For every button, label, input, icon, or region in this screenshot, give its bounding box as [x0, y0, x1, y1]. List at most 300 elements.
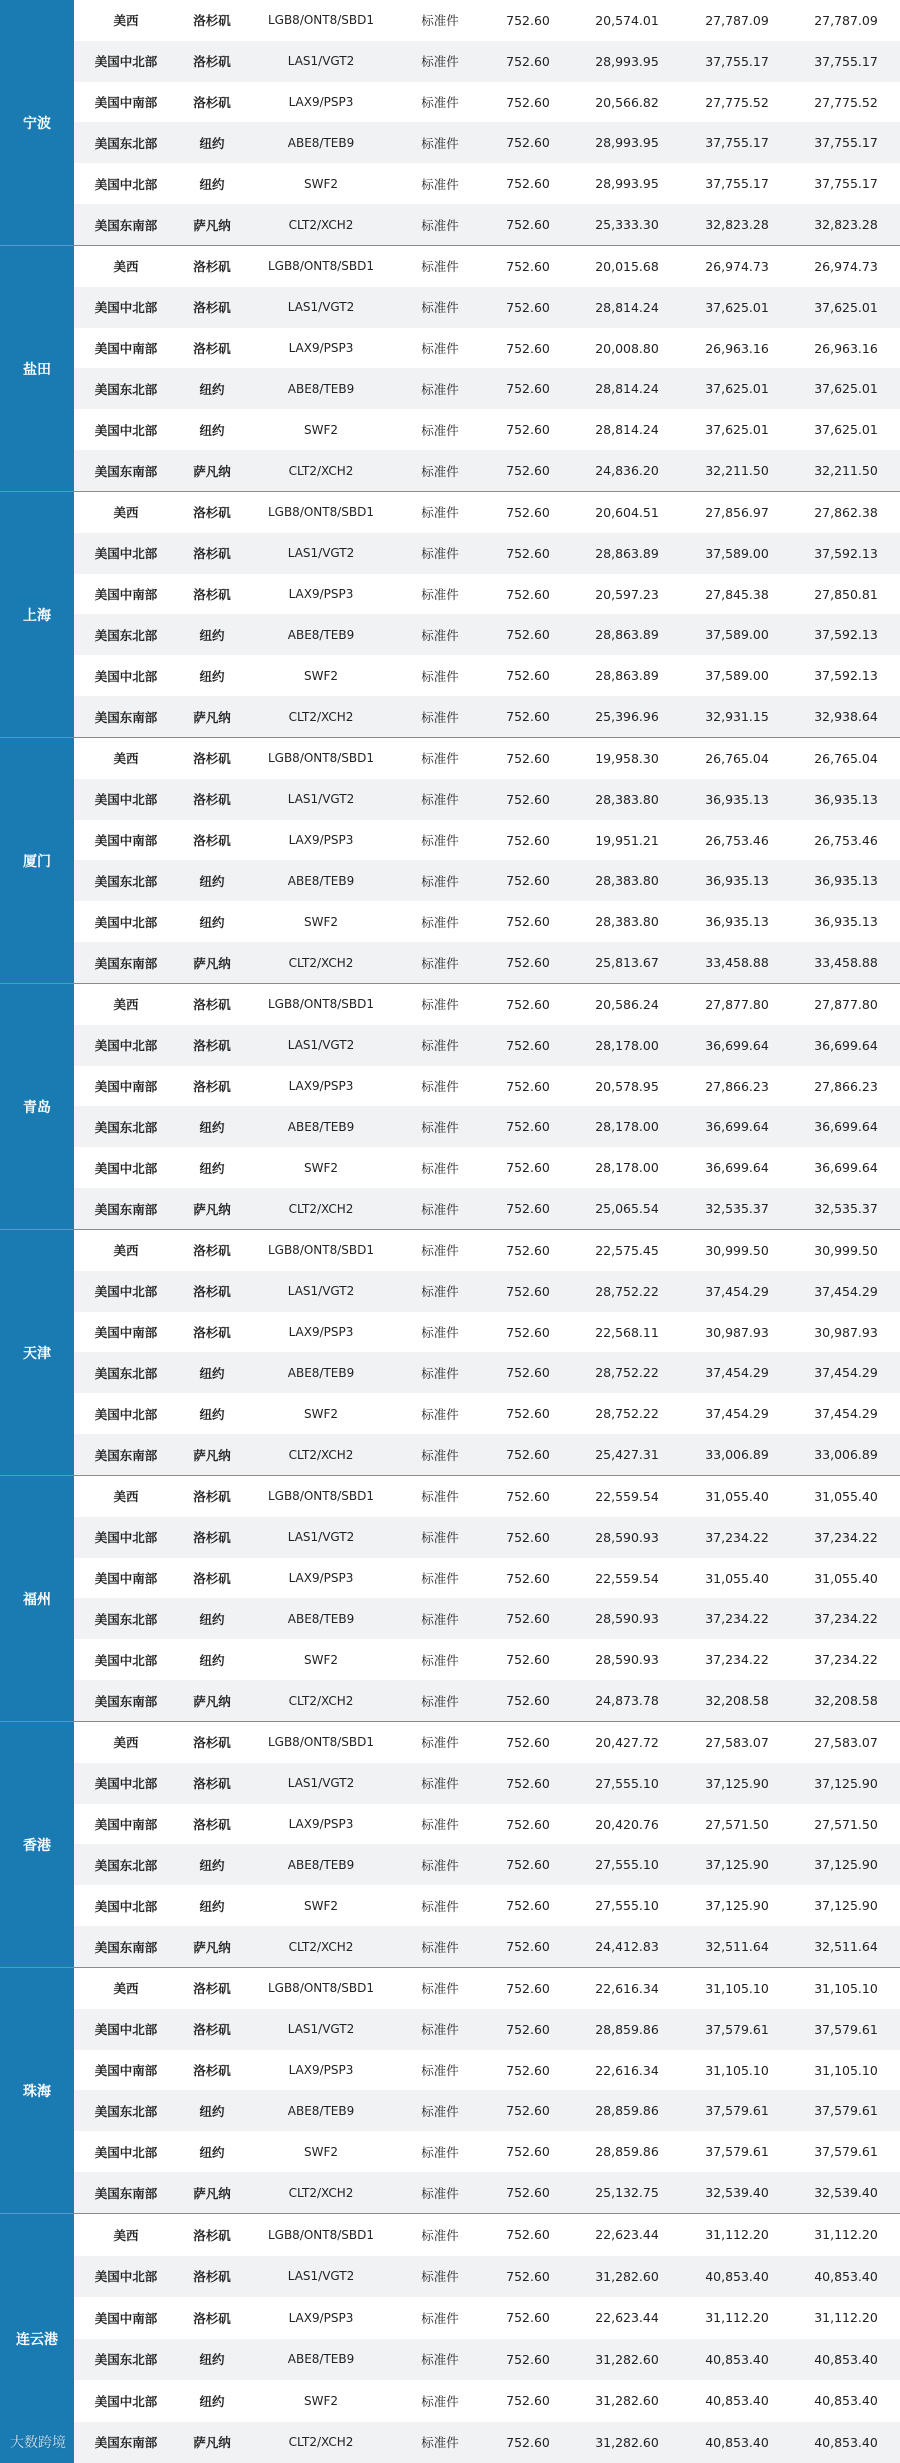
- region-cell: 美国中北部: [94, 1406, 158, 1422]
- package-type-cell: 标准件: [421, 2227, 459, 2243]
- package-type-cell: 标准件: [421, 2144, 459, 2160]
- region-cell: 美国中北部: [94, 2269, 158, 2285]
- package-type-cell: 标准件: [421, 1489, 459, 1505]
- table-row: [74, 1025, 900, 1066]
- fee-cell: 752.60: [506, 176, 550, 192]
- package-type-cell: 标准件: [421, 751, 459, 767]
- region-cell: 美国中南部: [94, 1079, 158, 1095]
- price-a-cell: 20,008.80: [595, 340, 659, 356]
- price-a-cell: 28,752.22: [595, 1283, 659, 1299]
- price-a-cell: 28,814.24: [595, 299, 659, 315]
- package-type-cell: 标准件: [421, 1735, 459, 1751]
- port-cell: 香港: [0, 1722, 74, 1967]
- package-type-cell: 标准件: [421, 1243, 459, 1259]
- region-cell: 美国中北部: [94, 1160, 158, 1176]
- price-b-cell: 32,931.15: [705, 709, 769, 725]
- fee-cell: 752.60: [506, 2434, 550, 2450]
- port-group: [0, 1476, 900, 1722]
- price-b-cell: 37,755.17: [705, 53, 769, 69]
- port-cell: 青岛: [0, 984, 74, 1229]
- fee-cell: 752.60: [506, 1447, 550, 1463]
- price-c-cell: 36,935.13: [814, 873, 878, 889]
- warehouse-code-cell: LAS1/VGT2: [287, 54, 355, 69]
- warehouse-code-cell: SWF2: [303, 914, 339, 929]
- fee-cell: 752.60: [506, 1939, 550, 1955]
- price-a-cell: 25,065.54: [595, 1201, 659, 1217]
- package-type-cell: 标准件: [421, 217, 459, 233]
- price-a-cell: 28,752.22: [595, 1365, 659, 1381]
- fee-cell: 752.60: [506, 1775, 550, 1791]
- package-type-cell: 标准件: [421, 1817, 459, 1833]
- price-c-cell: 27,862.38: [814, 504, 878, 520]
- city-cell: 萨凡纳: [193, 1939, 231, 1955]
- fee-cell: 752.60: [506, 2310, 550, 2326]
- warehouse-code-cell: LAS1/VGT2: [287, 2022, 355, 2037]
- region-cell: 美国东北部: [94, 1119, 158, 1135]
- warehouse-code-cell: LAS1/VGT2: [287, 1038, 355, 1053]
- fee-cell: 752.60: [506, 832, 550, 848]
- price-b-cell: 32,535.37: [705, 1201, 769, 1217]
- price-b-cell: 37,125.90: [705, 1898, 769, 1914]
- price-c-cell: 31,105.10: [814, 1980, 878, 1996]
- package-type-cell: 标准件: [421, 997, 459, 1013]
- price-b-cell: 37,579.61: [705, 2021, 769, 2037]
- city-cell: 萨凡纳: [193, 463, 231, 479]
- price-b-cell: 37,625.01: [705, 299, 769, 315]
- price-c-cell: 37,234.22: [814, 1529, 878, 1545]
- price-c-cell: 37,454.29: [814, 1283, 878, 1299]
- price-b-cell: 36,699.64: [705, 1160, 769, 1176]
- warehouse-code-cell: CLT2/XCH2: [288, 463, 354, 478]
- warehouse-code-cell: ABE8/TEB9: [287, 1119, 355, 1134]
- package-type-cell: 标准件: [421, 2310, 459, 2326]
- price-b-cell: 27,877.80: [705, 996, 769, 1012]
- table-row: [74, 820, 900, 861]
- city-cell: 纽约: [199, 2103, 225, 2119]
- table-row: [74, 2009, 900, 2050]
- city-cell: 纽约: [199, 381, 225, 397]
- package-type-cell: 标准件: [421, 1530, 459, 1546]
- price-a-cell: 24,836.20: [595, 463, 659, 479]
- region-cell: 美国中北部: [94, 422, 158, 438]
- city-cell: 纽约: [199, 1406, 225, 1422]
- price-b-cell: 27,571.50: [705, 1816, 769, 1832]
- city-cell: 纽约: [199, 873, 225, 889]
- price-a-cell: 28,590.93: [595, 1652, 659, 1668]
- region-cell: 美国中南部: [94, 2063, 158, 2079]
- price-b-cell: 37,454.29: [705, 1365, 769, 1381]
- fee-cell: 752.60: [506, 1529, 550, 1545]
- price-a-cell: 28,814.24: [595, 381, 659, 397]
- region-cell: 美西: [113, 259, 139, 275]
- price-b-cell: 36,935.13: [705, 791, 769, 807]
- region-cell: 美国中北部: [94, 1284, 158, 1300]
- region-cell: 美西: [113, 1981, 139, 1997]
- package-type-cell: 标准件: [421, 2435, 459, 2451]
- region-cell: 美国中南部: [94, 95, 158, 111]
- table-row: [74, 1844, 900, 1885]
- fee-cell: 752.60: [506, 1570, 550, 1586]
- price-a-cell: 28,859.86: [595, 2021, 659, 2037]
- package-type-cell: 标准件: [421, 2352, 459, 2368]
- region-cell: 美国中南部: [94, 2310, 158, 2326]
- city-cell: 纽约: [199, 1898, 225, 1914]
- price-b-cell: 37,589.00: [705, 627, 769, 643]
- price-c-cell: 26,963.16: [814, 340, 878, 356]
- fee-cell: 752.60: [506, 2185, 550, 2201]
- table-row: [74, 41, 900, 82]
- city-cell: 洛杉矶: [193, 341, 231, 357]
- price-b-cell: 32,208.58: [705, 1693, 769, 1709]
- table-row: [74, 1230, 900, 1271]
- city-cell: 洛杉矶: [193, 997, 231, 1013]
- warehouse-code-cell: LAX9/PSP3: [288, 95, 354, 110]
- price-b-cell: 37,234.22: [705, 1652, 769, 1668]
- region-cell: 美西: [113, 997, 139, 1013]
- price-b-cell: 37,625.01: [705, 422, 769, 438]
- price-a-cell: 31,282.60: [595, 2351, 659, 2367]
- port-cell: 福州: [0, 1476, 74, 1721]
- region-cell: 美国中北部: [94, 176, 158, 192]
- package-type-cell: 标准件: [421, 1160, 459, 1176]
- table-row: [74, 82, 900, 123]
- price-b-cell: 32,511.64: [705, 1939, 769, 1955]
- price-b-cell: 37,125.90: [705, 1857, 769, 1873]
- package-type-cell: 标准件: [421, 1119, 459, 1135]
- fee-cell: 752.60: [506, 381, 550, 397]
- fee-cell: 752.60: [506, 422, 550, 438]
- region-cell: 美国中北部: [94, 54, 158, 70]
- warehouse-code-cell: LGB8/ONT8/SBD1: [267, 751, 375, 766]
- city-cell: 洛杉矶: [193, 2063, 231, 2079]
- region-cell: 美国东南部: [94, 1939, 158, 1955]
- warehouse-code-cell: CLT2/XCH2: [288, 2435, 354, 2450]
- region-cell: 美国东南部: [94, 709, 158, 725]
- port-cell: 宁波: [0, 0, 74, 245]
- price-a-cell: 20,597.23: [595, 586, 659, 602]
- price-a-cell: 28,178.00: [595, 1037, 659, 1053]
- table-row: [74, 1926, 900, 1967]
- price-b-cell: 27,775.52: [705, 94, 769, 110]
- package-type-cell: 标准件: [421, 1201, 459, 1217]
- region-cell: 美国东北部: [94, 381, 158, 397]
- price-b-cell: 26,753.46: [705, 832, 769, 848]
- region-cell: 美国东北部: [94, 1857, 158, 1873]
- table-row: [74, 1106, 900, 1147]
- price-c-cell: 27,850.81: [814, 586, 878, 602]
- price-c-cell: 37,234.22: [814, 1611, 878, 1627]
- fee-cell: 752.60: [506, 340, 550, 356]
- price-b-cell: 33,006.89: [705, 1447, 769, 1463]
- price-a-cell: 25,132.75: [595, 2185, 659, 2201]
- warehouse-code-cell: SWF2: [303, 1160, 339, 1175]
- city-cell: 洛杉矶: [193, 2227, 231, 2243]
- price-c-cell: 37,125.90: [814, 1857, 878, 1873]
- package-type-cell: 标准件: [421, 176, 459, 192]
- table-row: [74, 1517, 900, 1558]
- region-cell: 美国中北部: [94, 1530, 158, 1546]
- fee-cell: 752.60: [506, 586, 550, 602]
- city-cell: 纽约: [199, 176, 225, 192]
- price-b-cell: 30,999.50: [705, 1242, 769, 1258]
- region-cell: 美国东北部: [94, 135, 158, 151]
- price-c-cell: 30,987.93: [814, 1324, 878, 1340]
- region-cell: 美国中北部: [94, 792, 158, 808]
- city-cell: 纽约: [199, 2144, 225, 2160]
- table-row: [74, 901, 900, 942]
- warehouse-code-cell: CLT2/XCH2: [288, 1939, 354, 1954]
- price-a-cell: 28,993.95: [595, 135, 659, 151]
- price-c-cell: 37,579.61: [814, 2144, 878, 2160]
- package-type-cell: 标准件: [421, 2022, 459, 2038]
- package-type-cell: 标准件: [421, 955, 459, 971]
- price-a-cell: 25,396.96: [595, 709, 659, 725]
- table-row: [74, 655, 900, 696]
- fee-cell: 752.60: [506, 750, 550, 766]
- warehouse-code-cell: ABE8/TEB9: [287, 627, 355, 642]
- price-c-cell: 40,853.40: [814, 2351, 878, 2367]
- table-row: [74, 942, 900, 983]
- region-cell: 美西: [113, 13, 139, 29]
- city-cell: 洛杉矶: [193, 1284, 231, 1300]
- warehouse-code-cell: LAX9/PSP3: [288, 833, 354, 848]
- fee-cell: 752.60: [506, 2144, 550, 2160]
- price-b-cell: 37,589.00: [705, 668, 769, 684]
- watermark-logo: 大数跨境: [10, 2435, 66, 2451]
- table-row: [74, 1066, 900, 1107]
- price-c-cell: 27,787.09: [814, 12, 878, 28]
- warehouse-code-cell: SWF2: [303, 668, 339, 683]
- price-c-cell: 37,625.01: [814, 381, 878, 397]
- table-row: [74, 1598, 900, 1639]
- warehouse-code-cell: CLT2/XCH2: [288, 1201, 354, 1216]
- city-cell: 洛杉矶: [193, 1079, 231, 1095]
- price-c-cell: 27,775.52: [814, 94, 878, 110]
- table-row: [74, 2090, 900, 2131]
- price-a-cell: 22,568.11: [595, 1324, 659, 1340]
- region-cell: 美国东北部: [94, 1611, 158, 1627]
- table-row: [74, 696, 900, 737]
- port-group: [0, 984, 900, 1230]
- package-type-cell: 标准件: [421, 505, 459, 521]
- warehouse-code-cell: CLT2/XCH2: [288, 709, 354, 724]
- price-c-cell: 37,454.29: [814, 1365, 878, 1381]
- city-cell: 洛杉矶: [193, 95, 231, 111]
- city-cell: 洛杉矶: [193, 1243, 231, 1259]
- table-row: [74, 328, 900, 369]
- package-type-cell: 标准件: [421, 914, 459, 930]
- price-a-cell: 27,555.10: [595, 1857, 659, 1873]
- region-cell: 美国中北部: [94, 1898, 158, 1914]
- package-type-cell: 标准件: [421, 1079, 459, 1095]
- city-cell: 萨凡纳: [193, 1693, 231, 1709]
- fee-cell: 752.60: [506, 463, 550, 479]
- port-group: [0, 2214, 900, 2463]
- table-row: [74, 1434, 900, 1475]
- port-cell: 连云港: [0, 2214, 74, 2463]
- fee-cell: 752.60: [506, 627, 550, 643]
- price-c-cell: 36,699.64: [814, 1160, 878, 1176]
- price-c-cell: 31,105.10: [814, 2062, 878, 2078]
- price-a-cell: 19,951.21: [595, 832, 659, 848]
- region-cell: 美国东北部: [94, 1365, 158, 1381]
- price-c-cell: 37,234.22: [814, 1652, 878, 1668]
- price-b-cell: 27,583.07: [705, 1734, 769, 1750]
- price-a-cell: 25,427.31: [595, 1447, 659, 1463]
- price-c-cell: 26,753.46: [814, 832, 878, 848]
- price-b-cell: 36,935.13: [705, 914, 769, 930]
- region-cell: 美国中南部: [94, 1571, 158, 1587]
- table-row: [74, 2256, 900, 2298]
- region-cell: 美国中北部: [94, 546, 158, 562]
- fee-cell: 752.60: [506, 1283, 550, 1299]
- warehouse-code-cell: LAS1/VGT2: [287, 1776, 355, 1791]
- port-cell: 厦门: [0, 738, 74, 983]
- price-b-cell: 27,856.97: [705, 504, 769, 520]
- fee-cell: 752.60: [506, 1242, 550, 1258]
- package-type-cell: 标准件: [421, 135, 459, 151]
- fee-cell: 752.60: [506, 1611, 550, 1627]
- city-cell: 洛杉矶: [193, 1489, 231, 1505]
- price-c-cell: 27,866.23: [814, 1078, 878, 1094]
- price-a-cell: 22,623.44: [595, 2227, 659, 2243]
- city-cell: 纽约: [199, 1119, 225, 1135]
- warehouse-code-cell: LGB8/ONT8/SBD1: [267, 1243, 375, 1258]
- city-cell: 纽约: [199, 1365, 225, 1381]
- price-c-cell: 30,999.50: [814, 1242, 878, 1258]
- city-cell: 洛杉矶: [193, 1981, 231, 1997]
- price-b-cell: 37,125.90: [705, 1775, 769, 1791]
- price-c-cell: 37,579.61: [814, 2021, 878, 2037]
- price-a-cell: 19,958.30: [595, 750, 659, 766]
- port-group: [0, 738, 900, 984]
- package-type-cell: 标准件: [421, 463, 459, 479]
- price-b-cell: 37,234.22: [705, 1611, 769, 1627]
- price-c-cell: 31,112.20: [814, 2227, 878, 2243]
- package-type-cell: 标准件: [421, 1406, 459, 1422]
- price-b-cell: 37,755.17: [705, 135, 769, 151]
- package-type-cell: 标准件: [421, 709, 459, 725]
- table-row: [74, 492, 900, 533]
- table-row: [74, 122, 900, 163]
- table-row: [74, 1312, 900, 1353]
- warehouse-code-cell: ABE8/TEB9: [287, 1611, 355, 1626]
- fee-cell: 752.60: [506, 1037, 550, 1053]
- package-type-cell: 标准件: [421, 2269, 459, 2285]
- warehouse-code-cell: ABE8/TEB9: [287, 2352, 355, 2367]
- package-type-cell: 标准件: [421, 627, 459, 643]
- price-c-cell: 31,112.20: [814, 2310, 878, 2326]
- region-cell: 美国东北部: [94, 627, 158, 643]
- price-c-cell: 31,055.40: [814, 1570, 878, 1586]
- fee-cell: 752.60: [506, 996, 550, 1012]
- warehouse-code-cell: LGB8/ONT8/SBD1: [267, 1489, 375, 1504]
- price-c-cell: 37,625.01: [814, 299, 878, 315]
- package-type-cell: 标准件: [421, 54, 459, 70]
- price-c-cell: 40,853.40: [814, 2393, 878, 2409]
- table-row: [74, 1680, 900, 1721]
- city-cell: 纽约: [199, 422, 225, 438]
- warehouse-code-cell: LAX9/PSP3: [288, 1571, 354, 1586]
- price-b-cell: 40,853.40: [705, 2268, 769, 2284]
- port-group: [0, 492, 900, 738]
- price-b-cell: 37,755.17: [705, 176, 769, 192]
- warehouse-code-cell: ABE8/TEB9: [287, 1857, 355, 1872]
- price-b-cell: 40,853.40: [705, 2393, 769, 2409]
- city-cell: 洛杉矶: [193, 1325, 231, 1341]
- price-a-cell: 28,752.22: [595, 1406, 659, 1422]
- city-cell: 洛杉矶: [193, 1571, 231, 1587]
- city-cell: 洛杉矶: [193, 505, 231, 521]
- port-group: [0, 0, 900, 246]
- city-cell: 纽约: [199, 914, 225, 930]
- price-a-cell: 28,590.93: [595, 1529, 659, 1545]
- price-c-cell: 40,853.40: [814, 2434, 878, 2450]
- city-cell: 纽约: [199, 668, 225, 684]
- package-type-cell: 标准件: [421, 873, 459, 889]
- price-c-cell: 37,592.13: [814, 545, 878, 561]
- price-a-cell: 22,616.34: [595, 2062, 659, 2078]
- warehouse-code-cell: SWF2: [303, 422, 339, 437]
- city-cell: 纽约: [199, 1611, 225, 1627]
- price-b-cell: 37,625.01: [705, 381, 769, 397]
- city-cell: 纽约: [199, 1160, 225, 1176]
- region-cell: 美国中南部: [94, 341, 158, 357]
- table-row: [74, 738, 900, 779]
- region-cell: 美国东南部: [94, 463, 158, 479]
- price-a-cell: 24,873.78: [595, 1693, 659, 1709]
- region-cell: 美国中北部: [94, 1776, 158, 1792]
- price-b-cell: 27,866.23: [705, 1078, 769, 1094]
- fee-cell: 752.60: [506, 1160, 550, 1176]
- price-c-cell: 32,938.64: [814, 709, 878, 725]
- fee-cell: 752.60: [506, 2021, 550, 2037]
- warehouse-code-cell: SWF2: [303, 1406, 339, 1421]
- price-a-cell: 28,383.80: [595, 914, 659, 930]
- warehouse-code-cell: LAS1/VGT2: [287, 1530, 355, 1545]
- package-type-cell: 标准件: [421, 1857, 459, 1873]
- table-row: [74, 860, 900, 901]
- warehouse-code-cell: LAX9/PSP3: [288, 1079, 354, 1094]
- price-b-cell: 26,974.73: [705, 258, 769, 274]
- fee-cell: 752.60: [506, 1365, 550, 1381]
- table-row: [74, 1804, 900, 1845]
- price-c-cell: 37,125.90: [814, 1898, 878, 1914]
- price-c-cell: 37,755.17: [814, 176, 878, 192]
- price-a-cell: 20,574.01: [595, 12, 659, 28]
- price-c-cell: 27,571.50: [814, 1816, 878, 1832]
- table-row: [74, 163, 900, 204]
- package-type-cell: 标准件: [421, 1447, 459, 1463]
- price-c-cell: 37,579.61: [814, 2103, 878, 2119]
- price-a-cell: 28,863.89: [595, 668, 659, 684]
- warehouse-code-cell: SWF2: [303, 1652, 339, 1667]
- package-type-cell: 标准件: [421, 1981, 459, 1997]
- city-cell: 洛杉矶: [193, 13, 231, 29]
- warehouse-code-cell: LAX9/PSP3: [288, 341, 354, 356]
- price-c-cell: 33,458.88: [814, 955, 878, 971]
- city-cell: 萨凡纳: [193, 2435, 231, 2451]
- warehouse-code-cell: LGB8/ONT8/SBD1: [267, 13, 375, 28]
- price-a-cell: 28,993.95: [595, 53, 659, 69]
- price-c-cell: 27,583.07: [814, 1734, 878, 1750]
- package-type-cell: 标准件: [421, 1693, 459, 1709]
- price-c-cell: 32,539.40: [814, 2185, 878, 2201]
- table-row: [74, 614, 900, 655]
- city-cell: 洛杉矶: [193, 546, 231, 562]
- price-a-cell: 28,859.86: [595, 2103, 659, 2119]
- price-a-cell: 25,813.67: [595, 955, 659, 971]
